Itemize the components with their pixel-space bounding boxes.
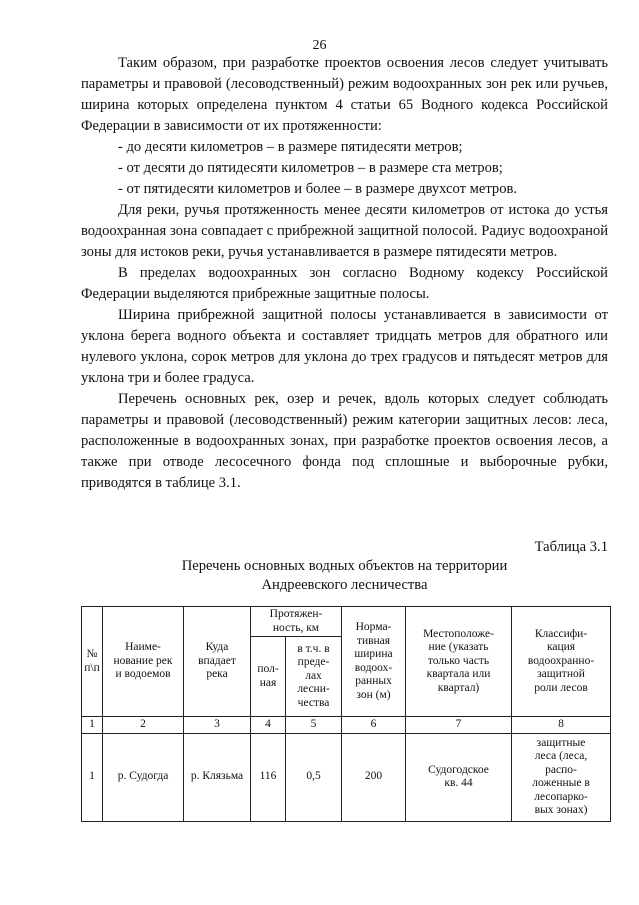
header-classification: Классифи- кация водоохранно- защитной роли лесов [512,607,611,717]
paragraph-3: В пределах водоохранных зон согласно Водному кодексу Российской Федерации выделяются прибрежные защитные полосы. [81,265,608,302]
table-title [81,557,608,595]
table-label: Таблица 3.1 [534,539,608,555]
header-length-full: пол- ная [251,637,286,717]
column-number: 3 [184,717,251,734]
page-number: 26 [312,38,327,53]
list-item: - до десяти километров – в размере пятидесяти метров; [118,139,463,155]
cell-classification: защитные леса (леса, распо- ложенные в лесопарко- вых зонах) [512,733,611,821]
cell-length-full: 116 [251,733,286,821]
column-number: 6 [342,717,406,734]
header-length-group: Протяжен- ность, км [251,607,342,637]
header-zone-width: Норма- тивная ширина водоох- ранных зон (м) [342,607,406,717]
body-text [81,53,608,494]
header-name: Наиме- нование рек и водоемов [103,607,184,717]
cell-num: 1 [82,733,103,821]
column-number: 1 [82,717,103,734]
header-num: № п\п [82,607,103,717]
column-number: 8 [512,717,611,734]
list-item: - от десяти до пятидесяти километров – в размере ста метров; [118,160,503,176]
water-bodies-table [81,606,611,822]
cell-name: р. Судогда [103,733,184,821]
cell-length-within: 0,5 [286,733,342,821]
cell-flows-to: р. Клязьма [184,733,251,821]
cell-zone-width: 200 [342,733,406,821]
list-item: - от пятидесяти километров и более – в размере двухсот метров. [118,181,518,197]
cell-location: Судогодское кв. 44 [406,733,512,821]
column-number: 4 [251,717,286,734]
table-title-line-2: Андреевского лесничества [261,577,428,593]
header-location: Местоположе- ние (указать только часть квартала или квартал) [406,607,512,717]
paragraph-5: Перечень основных рек, озер и речек, вдоль которых следует соблюдать параметры и правовой (лесоводственный) режим категории защитных лесов: леса, расположенные в водоохранных зонах, при разработке проектов освоения лесов, а также при отводе лесосечного фонда под сплошные и выборочные рубки, приводятся в таблице 3.1. [81,391,608,491]
column-number: 5 [286,717,342,734]
paragraph-4: Ширина прибрежной защитной полосы устанавливается в зависимости от уклона берега водного объекта и составляет тридцать метров для обратного или нулевого уклона, сорок метров для уклона до трех градусов и пятьдесят метров для уклона три и более градуса. [81,307,608,386]
column-number: 7 [406,717,512,734]
paragraph-1: Таким образом, при разработке проектов освоения лесов следует учитывать параметры и правовой (лесоводственный) режим водоохранных зон рек или ручьев, ширина которых определена пунктом 4 статьи 65 Водного кодекса Российской Федерации в зависимости от их протяженности: [81,55,608,134]
paragraph-2: Для реки, ручья протяженность менее десяти километров от истока до устья водоохранная зона совпадает с прибрежной защитной полосой. Радиус водоохраной зоны для истоков реки, ручья устанавливается в размере пятидесяти метров. [81,202,608,260]
table-row [82,733,611,821]
column-number-row [82,717,611,734]
table-title-line-1: Перечень основных водных объектов на территории [181,558,508,574]
column-number: 2 [103,717,184,734]
header-length-within: в т.ч. в преде- лах лесни- чества [286,637,342,717]
header-flows-to: Куда впадает река [184,607,251,717]
